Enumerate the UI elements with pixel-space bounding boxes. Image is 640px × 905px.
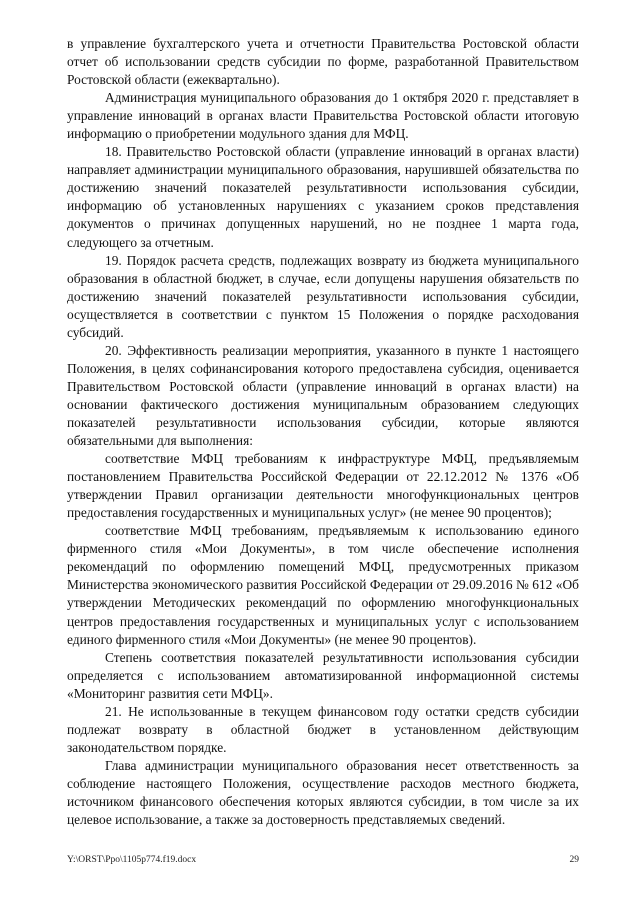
paragraph-reporting-continuation: в управление бухгалтерского учета и отчетности Правительства Ростовской области отчет об использовании средств субсидии по форме, разработанной Правительством Ростовской области (ежеквартально).: [67, 36, 579, 88]
paragraph-item-18: 18. Правительство Ростовской области (управление инноваций в органах власти) направляет администрации муниципального образования, нарушившей обязательства по достижению значений показателей результативности использования субсидии, информацию об установленных нарушениях с указанием сроков представления документов о причинах допущенных нарушений, но не позднее 1 марта года, следующего за отчетным.: [67, 144, 579, 250]
file-path: Y:\ORST\Ppo\1105p774.f19.docx: [67, 855, 197, 865]
page-number: 29: [569, 855, 579, 865]
page-footer: [67, 854, 579, 866]
document-body: [67, 35, 579, 829]
paragraph-item-21: 21. Не использованные в текущем финансовом году остатки средств субсидии подлежат возврату в областной бюджет в установленном действующим законодательством порядке.: [67, 703, 579, 755]
paragraph-item-20: 20. Эффективность реализации мероприятия, указанного в пункте 1 настоящего Положения, в целях софинансирования которого предоставлена субсидия, оценивается Правительством Ростовской области (управление инноваций в органах власти) на основании фактического достижения муниципальным образованием следующих показателей результативности использования субсидии, которые являются обязательными для выполнения:: [67, 342, 579, 449]
paragraph-monitoring-system: Степень соответствия показателей результативности использования субсидии определяется с использованием автоматизированной информационной системы «Мониторинг развития сети МФЦ».: [67, 649, 579, 701]
paragraph-responsibility: Глава администрации муниципального образования несет ответственность за соблюдение настоящего Положения, осуществление расходов местного бюджета, источником финансового обеспечения которых являются субсидии, в том числе за их целевое использование, а также за достоверность представляемых сведений.: [67, 757, 579, 828]
paragraph-modular-building: Администрация муниципального образования до 1 октября 2020 г. представляет в управление инноваций в органах власти Правительства Ростовской области итоговую информацию о приобретении модульного здания для МФЦ.: [67, 90, 579, 142]
paragraph-item-19: 19. Порядок расчета средств, подлежащих возврату из бюджета муниципального образования в областной бюджет, в случае, если допущены нарушения обязательств по достижению значений показателей результативности использования субсидии, осуществляется в соответствии с пунктом 15 Положения о порядке расходования субсидий.: [67, 252, 579, 340]
paragraph-indicator-corporate-style: соответствие МФЦ требованиям, предъявляемым к использованию единого фирменного стиля «Мои Документы», в том числе обеспечение исполнения рекомендаций по оформлению помещений МФЦ, предусмотренных приказом Министерства экономического развития Российской Федерации от 29.09.2016 № 612 «Об утверждении Методических рекомендаций по оформлению многофункциональных центров предоставления государственных и муниципальных услуг с использованием единого фирменного стиля «Мои Документы» (не менее 90 процентов).: [67, 523, 579, 647]
paragraph-indicator-infrastructure: соответствие МФЦ требованиям к инфраструктуре МФЦ, предъявляемым постановлением Правительства Российской Федерации от 22.12.2012 № 1376 «Об утверждении Правил организации деятельности многофункциональных центров предоставления государственных и муниципальных услуг» (не менее 90 процентов);: [67, 451, 579, 521]
